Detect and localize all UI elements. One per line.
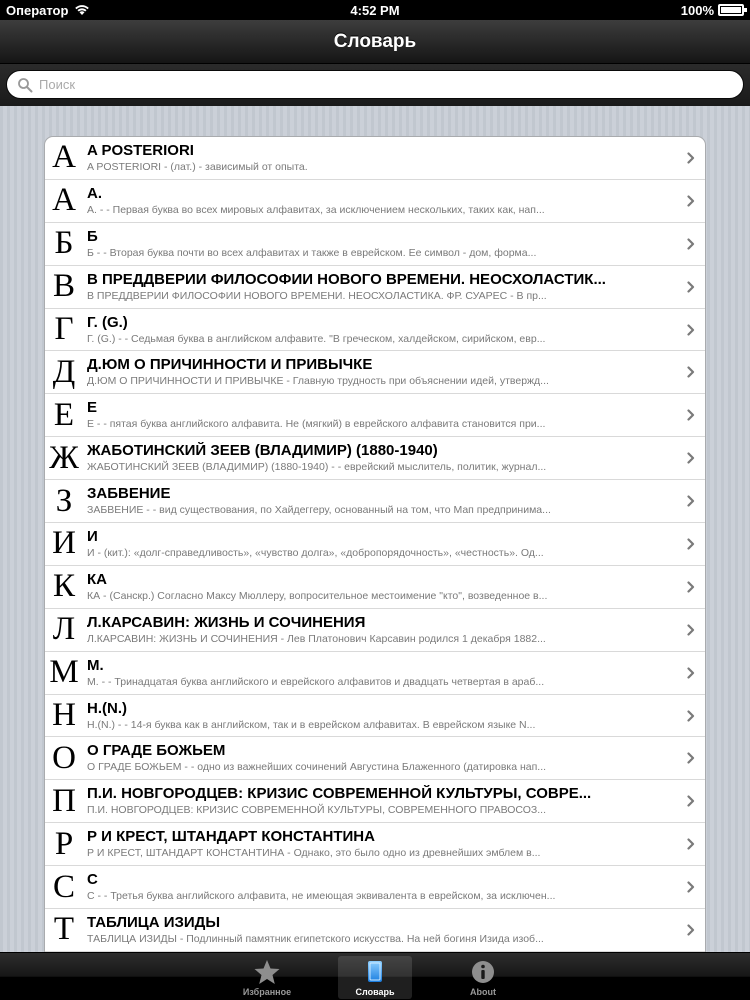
status-time: 4:52 PM bbox=[350, 2, 400, 18]
index-letter: П bbox=[52, 782, 76, 819]
list-item-subtitle: В ПРЕДДВЕРИИ ФИЛОСОФИИ НОВОГО ВРЕМЕНИ. НЕОСХОЛАСТИКА. ФР. СУАРЕС - В пр... bbox=[87, 289, 547, 302]
list-item-subtitle: Б - - Вторая буква почти во всех алфавитах и также в еврейском. Ее символ - дом, форма... bbox=[87, 246, 537, 259]
list-item-subtitle: П.И. НОВГОРОДЦЕВ: КРИЗИС СОВРЕМЕННОЙ КУЛЬТУРЫ, СОВРЕМЕННОГО ПРАВОСОЗ... bbox=[87, 804, 547, 817]
list-item-subtitle: И - (кит.): «долг-справедливость», «чувство долга», «добропорядочность», «честность». Од... bbox=[87, 546, 544, 559]
list-item-title: Н.(N.) bbox=[87, 699, 127, 717]
index-letter: A bbox=[52, 139, 76, 176]
index-letter: Р bbox=[54, 825, 74, 862]
content-area bbox=[0, 106, 750, 952]
index-letter: С bbox=[52, 868, 75, 905]
list-item-subtitle: О ГРАДЕ БОЖЬЕМ - - одно из важнейших сочинений Августина Блаженного (датировка нап... bbox=[87, 761, 547, 774]
star-icon bbox=[253, 959, 281, 985]
index-letter: Ж bbox=[49, 439, 79, 476]
list-item[interactable] bbox=[45, 652, 705, 695]
list-item-subtitle: Г. (G.) - - Седьмая буква в английском алфавите. "В греческом, халдейском, сирийском, евр... bbox=[87, 332, 546, 345]
list-item-title: П.И. НОВГОРОДЦЕВ: КРИЗИС СОВРЕМЕННОЙ КУЛЬТУРЫ, СОВРЕ... bbox=[87, 785, 592, 803]
list-item-subtitle: А. - - Первая буква во всех мировых алфавитах, за исключением нескольких, таких как, нап... bbox=[87, 203, 545, 216]
list-item-text bbox=[83, 399, 705, 431]
list-item[interactable] bbox=[45, 566, 705, 609]
list-item-subtitle: Е - - пятая буква английского алфавита. Не (мягкий) в еврейского алфавита становится при... bbox=[87, 418, 546, 431]
index-letter: А bbox=[52, 182, 76, 219]
index-letter: О bbox=[52, 739, 76, 776]
list-item[interactable] bbox=[45, 780, 705, 823]
chevron-right-icon bbox=[687, 366, 695, 378]
list-item[interactable] bbox=[45, 909, 705, 952]
list-item-text bbox=[83, 785, 705, 817]
battery-percent: 100% bbox=[680, 2, 714, 18]
chevron-right-icon bbox=[687, 152, 695, 164]
list-item-subtitle: М. - - Тринадцатая буква английского и еврейского алфавитов и двадцать четвертая в араб... bbox=[87, 675, 545, 688]
list-item[interactable] bbox=[45, 695, 705, 738]
chevron-right-icon bbox=[687, 581, 695, 593]
list-item-title: Г. (G.) bbox=[87, 313, 128, 331]
list-item-title: О ГРАДЕ БОЖЬЕМ bbox=[87, 742, 226, 760]
list-item[interactable] bbox=[45, 737, 705, 780]
list-item-subtitle: Н.(N.) - - 14-я буква как в английском, так и в еврейском алфавитах. В еврейском языке N... bbox=[87, 718, 536, 731]
list-item-text bbox=[83, 700, 705, 732]
list-item-subtitle: ЖАБОТИНСКИЙ ЗЕЕВ (ВЛАДИМИР) (1880-1940) - - еврейский мыслитель, политик, журнал... bbox=[87, 461, 547, 474]
list-item[interactable] bbox=[45, 480, 705, 523]
list-item-subtitle: КА - (Санскр.) Согласно Максу Мюллеру, вопросительное местоимение "кто", возведенное в... bbox=[87, 589, 548, 602]
list-item-text bbox=[83, 356, 705, 388]
list-item[interactable] bbox=[45, 137, 705, 180]
index-letter: Г bbox=[54, 311, 74, 347]
list-item-text bbox=[83, 442, 705, 474]
list-item-title: ЗАБВЕНИЕ bbox=[87, 485, 171, 503]
list-item-text bbox=[83, 185, 705, 217]
list-item-text bbox=[83, 528, 705, 560]
list-item-text bbox=[83, 271, 705, 303]
list-item-text bbox=[83, 742, 705, 774]
list-item[interactable] bbox=[45, 180, 705, 223]
list-item-text bbox=[83, 485, 705, 517]
list-item-title: Е bbox=[87, 399, 98, 417]
index-letter: З bbox=[55, 482, 73, 519]
tab-label-dictionary: Словарь bbox=[355, 987, 395, 997]
list-item-subtitle: A POSTERIORI - (лат.) - зависимый от опыта. bbox=[87, 160, 308, 173]
chevron-right-icon bbox=[687, 710, 695, 722]
tab-favorites[interactable] bbox=[230, 956, 304, 999]
list-item-subtitle: Л.КАРСАВИН: ЖИЗНЬ И СОЧИНЕНИЯ - Лев Платонович Карсавин родился 1 декабря 1882... bbox=[87, 632, 546, 645]
list-item[interactable] bbox=[45, 523, 705, 566]
list-item-subtitle: ЗАБВЕНИЕ - - вид существования, по Хайдеггеру, основанный на том, что Мап предпринима... bbox=[87, 504, 551, 517]
list-item-title: В ПРЕДДВЕРИИ ФИЛОСОФИИ НОВОГО ВРЕМЕНИ. НЕОСХОЛАСТИК... bbox=[87, 270, 606, 288]
list-item[interactable] bbox=[45, 866, 705, 909]
info-icon bbox=[469, 959, 497, 985]
list-item-text bbox=[83, 614, 705, 646]
list-item-title: Б bbox=[87, 227, 98, 245]
list-item-title: И bbox=[87, 527, 98, 545]
list-item-text bbox=[83, 314, 705, 346]
index-letter: К bbox=[52, 568, 75, 605]
index-letter: Е bbox=[53, 396, 75, 433]
list-item-subtitle: Д.ЮМ О ПРИЧИННОСТИ И ПРИВЫЧКЕ - Главную трудность при объяснении идей, утвержд... bbox=[87, 375, 549, 388]
list-item-title: Р И КРЕСТ, ШТАНДАРТ КОНСТАНТИНА bbox=[87, 828, 375, 846]
list-item[interactable] bbox=[45, 437, 705, 480]
chevron-right-icon bbox=[687, 452, 695, 464]
chevron-right-icon bbox=[687, 238, 695, 250]
list-item-subtitle: ТАБЛИЦА ИЗИДЫ - Подлинный памятник египетского искусства. На ней богиня Изида изоб... bbox=[87, 932, 544, 945]
chevron-right-icon bbox=[687, 538, 695, 550]
list-item-text bbox=[83, 142, 705, 174]
status-bar bbox=[0, 0, 750, 20]
list-item-text bbox=[83, 657, 705, 689]
chevron-right-icon bbox=[687, 281, 695, 293]
index-letter: Б bbox=[54, 225, 74, 262]
list-item-title: ЖАБОТИНСКИЙ ЗЕЕВ (ВЛАДИМИР) (1880-1940) bbox=[87, 442, 438, 460]
list-item[interactable] bbox=[45, 823, 705, 866]
dictionary-list bbox=[44, 136, 706, 953]
search-input[interactable] bbox=[39, 77, 719, 92]
tab-dictionary[interactable] bbox=[338, 956, 412, 999]
chevron-right-icon bbox=[687, 495, 695, 507]
index-letter: В bbox=[52, 268, 75, 305]
list-item-title: М. bbox=[87, 656, 104, 674]
tab-bar bbox=[0, 952, 750, 1000]
chevron-right-icon bbox=[687, 881, 695, 893]
chevron-right-icon bbox=[687, 195, 695, 207]
tab-about[interactable] bbox=[446, 956, 520, 999]
index-letter: Т bbox=[53, 911, 75, 948]
list-item-title: С bbox=[87, 871, 98, 889]
search-bar bbox=[0, 64, 750, 106]
list-item-subtitle: Р И КРЕСТ, ШТАНДАРТ КОНСТАНТИНА - Однако, это было одно из древнейших эмблем в... bbox=[87, 847, 541, 860]
list-item[interactable] bbox=[45, 266, 705, 309]
list-item[interactable] bbox=[45, 309, 705, 352]
list-item[interactable] bbox=[45, 394, 705, 437]
tab-label-favorites: Избранное bbox=[242, 987, 292, 997]
list-item-text bbox=[83, 571, 705, 603]
search-icon bbox=[17, 77, 33, 93]
list-item-title: Д.ЮМ О ПРИЧИННОСТИ И ПРИВЫЧКЕ bbox=[87, 356, 373, 374]
chevron-right-icon bbox=[687, 324, 695, 336]
list-item-text bbox=[83, 871, 705, 903]
book-icon bbox=[361, 959, 389, 985]
list-item-subtitle: С - - Третья буква английского алфавита, не имеющая эквивалента в еврейском, за исключен... bbox=[87, 890, 556, 903]
battery-icon bbox=[718, 4, 744, 16]
index-letter: Д bbox=[52, 353, 76, 390]
carrier-label: Оператор bbox=[6, 2, 69, 18]
index-letter: И bbox=[52, 525, 76, 562]
chevron-right-icon bbox=[687, 624, 695, 636]
list-item[interactable] bbox=[45, 609, 705, 652]
list-item-title: ТАБЛИЦА ИЗИДЫ bbox=[87, 913, 221, 931]
list-item-text bbox=[83, 228, 705, 260]
chevron-right-icon bbox=[687, 752, 695, 764]
list-item-text bbox=[83, 914, 705, 946]
list-item-title: КА bbox=[87, 570, 107, 588]
search-field[interactable] bbox=[6, 70, 744, 99]
chevron-right-icon bbox=[687, 838, 695, 850]
chevron-right-icon bbox=[687, 924, 695, 936]
tab-label-about: About bbox=[470, 987, 496, 997]
list-item-title: A POSTERIORI bbox=[87, 141, 194, 159]
index-letter: М bbox=[49, 654, 79, 691]
chevron-right-icon bbox=[687, 667, 695, 679]
list-item[interactable] bbox=[45, 351, 705, 394]
list-item-title: А. bbox=[87, 184, 102, 202]
list-item[interactable] bbox=[45, 223, 705, 266]
index-letter: Л bbox=[52, 611, 76, 648]
navigation-bar bbox=[0, 20, 750, 64]
index-letter: Н bbox=[52, 697, 76, 734]
page-title: Словарь bbox=[333, 30, 417, 52]
chevron-right-icon bbox=[687, 795, 695, 807]
list-item-title: Л.КАРСАВИН: ЖИЗНЬ И СОЧИНЕНИЯ bbox=[87, 613, 366, 631]
list-item-text bbox=[83, 828, 705, 860]
chevron-right-icon bbox=[687, 409, 695, 421]
